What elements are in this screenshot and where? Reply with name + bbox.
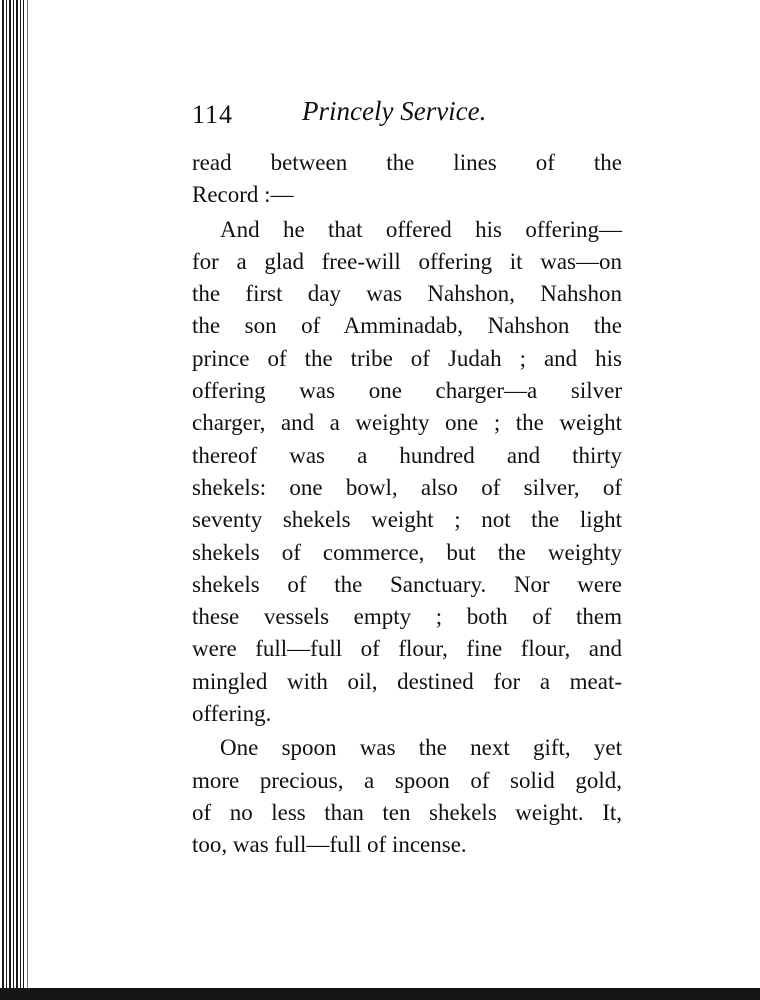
text-line: read between the lines of the xyxy=(192,150,622,175)
paragraph-3 xyxy=(192,732,622,861)
running-head xyxy=(190,96,530,136)
text-line: the son of Amminadab, Nahshon the xyxy=(192,313,622,339)
text-line: mingled with oil, destined for a meat- xyxy=(192,668,622,694)
text-line: for a glad free-will offering it was—on xyxy=(192,248,622,274)
text-line: the first day was Nahshon, Nahshon xyxy=(192,281,622,307)
page-number: 114 xyxy=(192,100,234,129)
text-line: offering. xyxy=(192,701,272,727)
text-line: seventy shekels weight ; not the light xyxy=(192,507,622,533)
text-line: too, was full—full of incense. xyxy=(192,832,467,858)
text-line: were full—full of flour, fine flour, and xyxy=(192,636,622,662)
text-line: Record :— xyxy=(192,182,294,208)
scan-bottom-edge xyxy=(0,988,760,1000)
text-line: offering was one charger—a silver xyxy=(192,378,622,404)
body-text xyxy=(192,147,622,862)
text-line: of no less than ten shekels weight. It, xyxy=(192,799,622,825)
paragraph-2 xyxy=(192,214,622,731)
text-line: shekels of the Sanctuary. Nor were xyxy=(192,571,622,597)
text-line: thereof was a hundred and thirty xyxy=(192,442,622,468)
text-line: And he that offered his offering— xyxy=(220,216,622,242)
running-title: Princely Service. xyxy=(302,96,487,126)
text-line: charger, and a weighty one ; the weight xyxy=(192,410,622,436)
text-line: these vessels empty ; both of them xyxy=(192,604,622,630)
text-line: prince of the tribe of Judah ; and his xyxy=(192,345,622,371)
paragraph-1 xyxy=(192,147,622,212)
text-line: more precious, a spoon of solid gold, xyxy=(192,767,622,793)
text-line: One spoon was the next gift, yet xyxy=(220,735,622,761)
text-line: shekels of commerce, but the weighty xyxy=(192,539,622,565)
book-spine-edge xyxy=(0,0,34,1000)
text-line: shekels: one bowl, also of silver, of xyxy=(192,474,622,500)
